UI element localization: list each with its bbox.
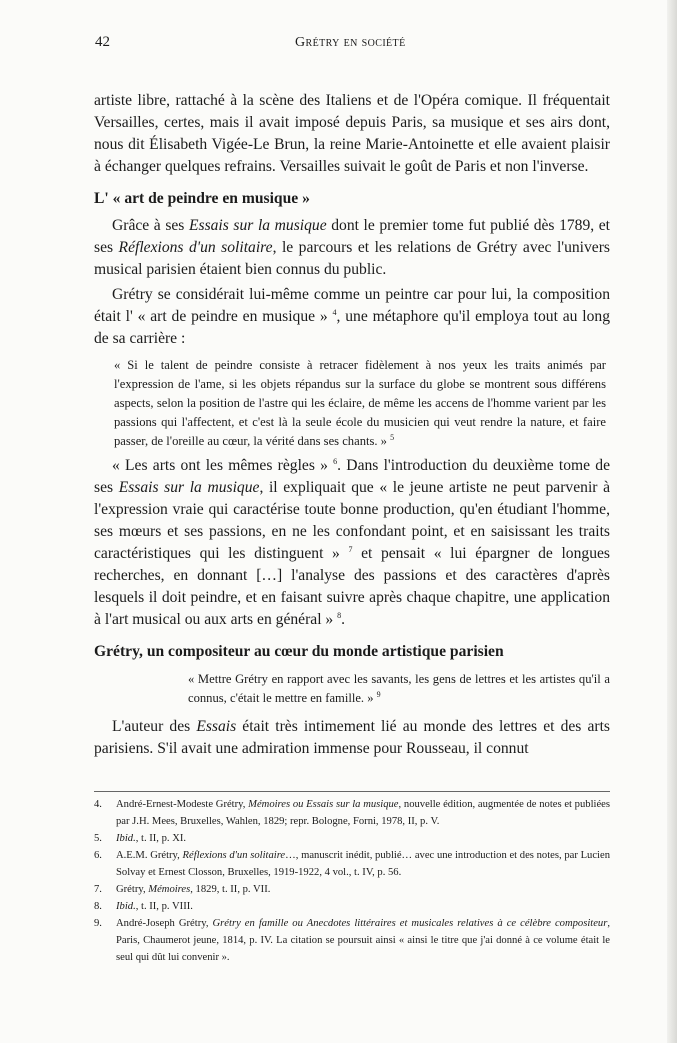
footnote: 6. A.E.M. Grétry, Réflexions d'un solitaire…, manuscrit inédit, publié… avec une introduction et des notes, par Lucien Solvay et Ernest Closson, Bruxelles, 1919-1922, 4 vol., t. IV, p. 56.: [94, 850, 610, 878]
footnotes: [94, 791, 610, 966]
paragraph: artiste libre, rattaché à la scène des Italiens et de l'Opéra comique. Il fréquentait Versailles, certes, mais il avait imposé depuis Paris, sa musique et ses airs dont, nous dit Élisabeth Vigée-Le Brun, la reine Marie-Antoinette et elle avaient plaisir à échanger quelques refrains. Versailles suivait le goût de Paris et non l'inverse.: [94, 92, 610, 175]
block-quote: « Si le talent de peindre consiste à retracer fidèlement à nos yeux les traits animés par l'expression de l'ame, si les objets répandus sur la surface du globe se montrent sous différens aspects, selon la position de l'astre qui les éclaire, de même les accens de l'homme varient par les passions qui l'affectent, et c'est là la seule école du musicien qui veut rendre la nature, et faire passer, de l'oreille au cœur, la vérité dans ses chants. » $^5$: [114, 358, 606, 448]
paragraph: L'auteur des Essais était très intimement lié au monde des lettres et des arts parisiens. S'il avait une admiration immense pour Rousseau, il connut: [94, 718, 610, 757]
footnote: 7. Grétry, Mémoires, 1829, t. II, p. VII.: [94, 884, 271, 895]
paragraph: « Les arts ont les mêmes règles » $^6$. Dans l'introduction du deuxième tome de ses Essais sur la musique, il expliquait que « le jeune artiste ne peut parvenir à l'expression vraie qui caractérise toute bonne production, qu'en étudiant l'homme, ses mœurs et ses passions, en ne les confondant point, et en saisissant les traits caractéristiques qui les distinguent » $^7$ et pensait « lui épargner de longues recherches, en donnant […] l'analyse des passions et des caractères d'après lesquels il doit peindre, et en faisant suivre après chaque chapitre, une application à l'art musical ou aux arts en général » $^8$.: [94, 456, 611, 628]
footnote: 9. André-Joseph Grétry, Grétry en famille ou Anecdotes littéraires et musicales relatives à ce célèbre compositeur, Paris, Chaumerot jeune, 1814, p. IV. La citation se poursuit ainsi « ainsi le titre que j'ai donné à ce volume était le seul qui dût lui convenir ».: [94, 918, 610, 963]
paragraph: Grétry se considérait lui-même comme un peintre car pour lui, la composition était l' « art de peindre en musique » $^4$, une métaphore qu'il employa tout au long de sa carrière :: [94, 286, 610, 347]
footnote-ref: 7: [348, 544, 353, 554]
footnote-ref: 4: [332, 307, 337, 317]
paragraph: Grâce à ses Essais sur la musique dont le premier tome fut publié dès 1789, et ses Réflexions d'un solitaire, le parcours et les relations de Grétry avec l'univers musical parisien étaient bien connus du public.: [94, 217, 611, 278]
footnote: 4. André-Ernest-Modeste Grétry, Mémoires ou Essais sur la musique, nouvelle édition, augmentée de notes et publiées par J.H. Mees, Bruxelles, Wahlen, 1829; repr. Bologne, Forni, 1978, II, p. V.: [94, 799, 610, 827]
main-text: [94, 90, 610, 760]
footnote-ref: 9: [376, 689, 381, 699]
section-heading: L' « art de peindre en musique »: [94, 190, 310, 207]
section-heading: Grétry, un compositeur au cœur du monde artistique parisien: [94, 643, 504, 660]
running-head: [0, 34, 677, 54]
footnote-ref: 5: [390, 432, 395, 442]
footnote: 8. Ibid., t. II, p. VIII.: [94, 901, 193, 912]
footnote-ref: 8: [337, 610, 342, 620]
running-title: Grétry en société: [295, 35, 406, 50]
footnote-ref: 6: [333, 456, 338, 466]
page-edge: [667, 0, 677, 1043]
epigraph: « Mettre Grétry en rapport avec les savants, les gens de lettres et les artistes qu'il a connus, c'était le mettre en famille. » $^9$: [188, 672, 610, 705]
page-number: 42: [95, 34, 110, 50]
footnote: 5. Ibid., t. II, p. XI.: [94, 833, 187, 844]
